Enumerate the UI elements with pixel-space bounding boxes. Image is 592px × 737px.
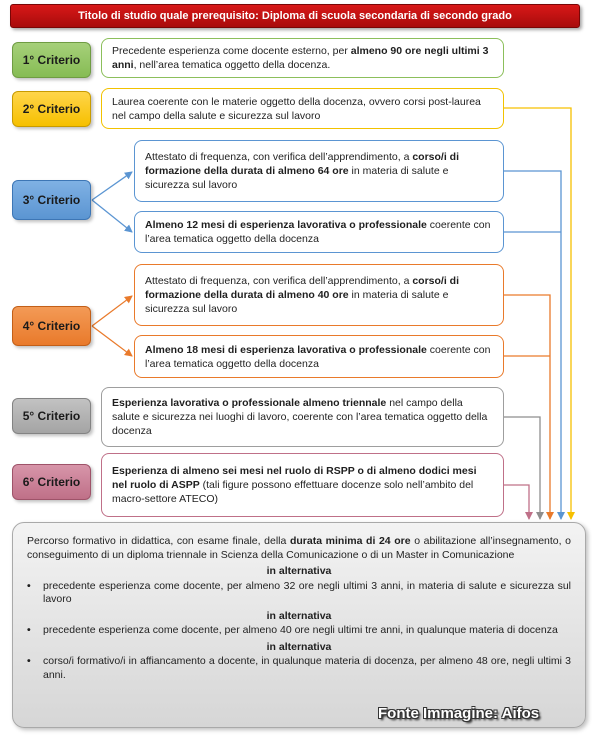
criterion-3-label: 3° Criterio xyxy=(12,180,91,220)
alternative-label-1: in alternativa xyxy=(266,565,332,577)
header-title: Titolo di studio quale prerequisito: Diploma di scuola secondaria di secondo grado xyxy=(78,10,512,22)
criterion-3b-box xyxy=(134,211,504,253)
alternative-label-2: in alternativa xyxy=(266,609,332,622)
source-credit: Fonte Immagine: Aifos xyxy=(378,705,540,722)
c3a-text-2: in materia di salute e sicurezza sul lavoro xyxy=(145,165,449,191)
footer-bullet-3-text: corso/i formativo/i in affiancamento a docente, in qualunque materia di docenza, per almeno 48 ore, negli ultimi 3 anni. xyxy=(43,655,571,681)
c1-text-1: Precedente esperienza come docente esterno, per xyxy=(112,45,351,57)
criterion-4b-box xyxy=(134,335,504,378)
bullet-icon: • xyxy=(27,579,31,592)
criterion-4-label: 4° Criterio xyxy=(12,306,91,346)
c4b-bold: Almeno 18 mesi di esperienza lavorativa o professionale xyxy=(145,343,427,356)
c1-bold: almeno 90 ore negli ultimi 3 anni xyxy=(112,45,489,71)
footer-bullet-1-text: precedente esperienza come docente, per almeno 32 ore negli ultimi 3 anni, in materia di salute e sicurezza sul lavoro xyxy=(43,579,571,605)
c3a-text-1: Attestato di frequenza, con verifica dell’apprendimento, a xyxy=(145,151,413,163)
bullet-icon: • xyxy=(27,624,31,636)
c5-text: nel campo della salute e sicurezza nei luoghi di lavoro, coerente con l’area tematica oggetto della docenza xyxy=(112,397,488,437)
line-c5-to-footer xyxy=(504,417,540,519)
c4b-text: coerente con l’area tematica oggetto della docenza xyxy=(145,343,491,370)
c2-text: Laurea coerente con le materie oggetto della docenza, ovvero corsi post-laurea nel campo della salute e sicurezza sul lavoro xyxy=(112,95,481,122)
arrow-4b xyxy=(92,326,132,356)
footer-bullet-2 xyxy=(27,624,571,638)
line-c3a-to-footer xyxy=(504,171,561,519)
criterion-5-label: 5° Criterio xyxy=(12,398,91,434)
arrow-3b xyxy=(92,200,132,232)
criterion-1-box xyxy=(101,38,504,78)
footer-intro-1: Percorso formativo in didattica, con esame finale, della xyxy=(27,535,290,547)
footer-bullet-3 xyxy=(27,655,571,682)
c4a-bold: corso/i di formazione della durata di almeno 40 ore xyxy=(145,275,460,301)
c5-bold: Esperienza lavorativa o professionale almeno triennale xyxy=(112,397,387,409)
criterion-3a-box xyxy=(134,140,504,202)
c1-text-2: , nell’area tematica oggetto della docenza. xyxy=(133,59,331,71)
criterion-5-box xyxy=(101,387,504,447)
alternative-label-3: in alternativa xyxy=(266,640,332,653)
arrow-4a xyxy=(92,296,132,326)
criterion-6-label: 6° Criterio xyxy=(12,464,91,500)
criterion-2-box xyxy=(101,88,504,129)
criterion-1-label: 1° Criterio xyxy=(12,42,91,78)
line-c6-to-footer xyxy=(504,485,529,519)
footer-bullet-1 xyxy=(27,580,571,607)
c3b-bold: Almeno 12 mesi di esperienza lavorativa o professionale xyxy=(145,219,427,231)
arrow-3a xyxy=(92,172,132,200)
c4a-text-2: in materia di salute e sicurezza sul lavoro xyxy=(145,289,449,315)
criterion-6-box xyxy=(101,453,504,517)
c4a-text-1: Attestato di frequenza, con verifica dell’apprendimento, a xyxy=(145,275,413,287)
footer-bullet-2-text: precedente esperienza come docente, per almeno 40 ore negli ultimi tre anni, in qualunque materia di docenza xyxy=(43,624,558,636)
criterion-2-label: 2° Criterio xyxy=(12,91,91,127)
footer-intro-2: o abilitazione all’insegnamento, o conseguimento di un diploma triennale in Scienza della Comunicazione o di un Master in Comunicazione xyxy=(27,535,571,561)
c6-text: (tali figure possono effettuare docenze solo nell’ambito del macro-settore ATECO) xyxy=(112,479,474,505)
c3b-text: coerente con l’area tematica oggetto della docenza xyxy=(145,219,491,245)
c3a-bold: corso/i di formazione della durata di almeno 64 ore xyxy=(145,151,460,177)
footer-intro-bold: durata minima di 24 ore xyxy=(289,535,411,547)
common-requirement-box xyxy=(12,522,586,728)
bullet-icon: • xyxy=(27,655,31,667)
c6-bold: Esperienza di almeno sei mesi nel ruolo di RSPP o di almeno dodici mesi nel ruolo di ASPP xyxy=(112,465,477,491)
criterion-4a-box xyxy=(134,264,504,326)
footer-intro xyxy=(27,535,571,562)
